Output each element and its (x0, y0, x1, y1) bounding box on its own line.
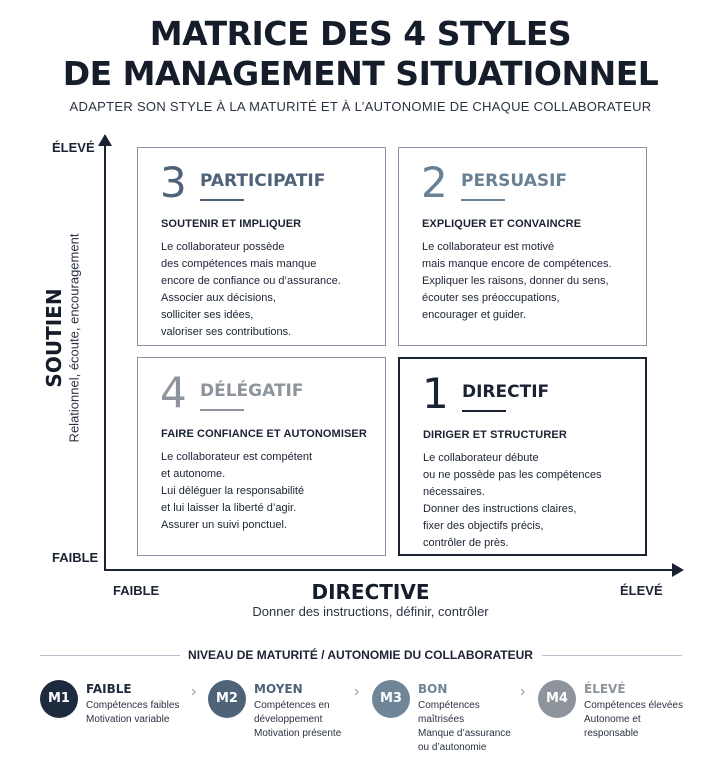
y-axis-high-label: ÉLEVÉ (52, 140, 95, 155)
x-axis-low-label: FAIBLE (113, 583, 160, 598)
level-description-line: Compétences en (254, 700, 330, 711)
level-description (584, 699, 683, 741)
description-line: et autonome. (161, 468, 226, 480)
quadrant-description (422, 239, 638, 324)
quadrant-number: 3 (160, 158, 187, 207)
quadrant-subtitle: EXPLIQUER ET CONVAINCRE (422, 218, 582, 230)
quadrant-subtitle: FAIRE CONFIANCE ET AUTONOMISER (161, 428, 367, 440)
description-line: Le collaborateur est compétent (161, 451, 313, 463)
quadrant-name: DÉLÉGATIF (200, 381, 304, 401)
description-line: ou ne possède pas les compétences (423, 469, 602, 481)
y-axis-subtitle: Relationnel, écoute, encouragement (66, 233, 82, 443)
level-description (418, 699, 511, 755)
quadrant-directif (398, 357, 647, 556)
description-line: Expliquer les raisons, donner du sens, (422, 275, 609, 287)
quadrant-description (161, 239, 377, 341)
quadrant-participatif (137, 147, 386, 346)
level-badge: M2 (208, 680, 246, 718)
level-description-line: Compétences (418, 700, 480, 711)
x-axis-subtitle: Donner des instructions, définir, contrôler (252, 604, 489, 619)
description-line: encore de confiance ou d’assurance. (161, 275, 341, 287)
level-description-line: Motivation présente (254, 728, 342, 739)
x-axis-high-label: ÉLEVÉ (620, 583, 663, 598)
quadrant-underline (461, 199, 505, 201)
page-title-line-2: DE MANAGEMENT SITUATIONNEL (62, 54, 659, 93)
chevron-right-icon: › (354, 683, 360, 700)
description-line: encourager et guider. (422, 309, 526, 321)
quadrant-delegatif (137, 357, 386, 556)
description-line: valoriser ses contributions. (161, 326, 292, 338)
quadrant-subtitle: DIRIGER ET STRUCTURER (423, 429, 567, 441)
quadrant-number: 4 (160, 368, 187, 417)
y-axis-low-label: FAIBLE (52, 550, 99, 565)
quadrant-underline (462, 410, 506, 412)
level-description-line: Motivation variable (86, 714, 170, 725)
description-line: fixer des objectifs précis, (423, 520, 544, 532)
description-line: Le collaborateur débute (423, 452, 539, 464)
y-axis-arrow-icon (98, 134, 112, 146)
quadrant-name: PERSUASIF (461, 171, 568, 191)
description-line: écouter ses préoccupations, (422, 292, 560, 304)
level-badge: M1 (40, 680, 78, 718)
page-title-line-1: MATRICE DES 4 STYLES (149, 14, 572, 53)
level-name: BON (418, 682, 448, 696)
level-badge: M4 (538, 680, 576, 718)
page-subtitle: ADAPTER SON STYLE À LA MATURITÉ ET À L’AUTONOMIE DE CHAQUE COLLABORATEUR (69, 99, 652, 114)
level-description-line: responsable (584, 728, 639, 739)
level-description-line: Autonome et (584, 714, 641, 725)
x-axis-arrow-icon (672, 563, 684, 577)
quadrant-underline (200, 409, 244, 411)
level-description-line: Compétences faibles (86, 700, 180, 711)
quadrant-persuasif (398, 147, 647, 346)
description-line: et lui laisser la liberté d’agir. (161, 502, 297, 514)
level-name: FAIBLE (86, 682, 132, 696)
level-description-line: ou d’autonomie (418, 742, 487, 753)
quadrant-description (423, 450, 637, 552)
description-line: mais manque encore de compétences. (422, 258, 612, 270)
description-line: Donner des instructions claires, (423, 503, 577, 515)
maturity-title: NIVEAU DE MATURITÉ / AUTONOMIE DU COLLABORATEUR (188, 648, 533, 662)
description-line: Assurer un suivi ponctuel. (161, 519, 287, 531)
quadrant-name: PARTICIPATIF (200, 171, 326, 191)
level-description (86, 699, 179, 727)
level-description (254, 699, 341, 741)
level-name: ÉLEVÉ (584, 682, 626, 696)
level-name: MOYEN (254, 682, 303, 696)
description-line: Le collaborateur est motivé (422, 241, 555, 253)
description-line: Le collaborateur possède (161, 241, 285, 253)
x-axis-line (104, 569, 674, 571)
level-badge: M3 (372, 680, 410, 718)
level-description-line: développement (254, 714, 323, 725)
description-line: contrôler de près. (423, 537, 509, 549)
quadrant-description (161, 449, 377, 534)
description-line: Lui déléguer la responsabilité (161, 485, 305, 497)
level-description-line: Compétences élevées (584, 700, 683, 711)
description-line: solliciter ses idées, (161, 309, 254, 321)
description-line: des compétences mais manque (161, 258, 317, 270)
description-line: nécessaires. (423, 486, 485, 498)
description-line: Associer aux décisions, (161, 292, 276, 304)
level-description-line: Manque d’assurance (418, 728, 511, 739)
x-axis-title: DIRECTIVE (311, 580, 430, 604)
quadrant-underline (200, 199, 244, 201)
chevron-right-icon: › (520, 683, 526, 700)
y-axis-title: SOUTIEN (42, 288, 66, 388)
level-description-line: maîtrisées (418, 714, 465, 725)
quadrant-number: 2 (421, 158, 448, 207)
quadrant-name: DIRECTIF (462, 382, 550, 402)
quadrant-subtitle: SOUTENIR ET IMPLIQUER (161, 218, 302, 230)
quadrant-number: 1 (422, 369, 449, 418)
chevron-right-icon: › (191, 683, 197, 700)
y-axis-line (104, 140, 106, 570)
